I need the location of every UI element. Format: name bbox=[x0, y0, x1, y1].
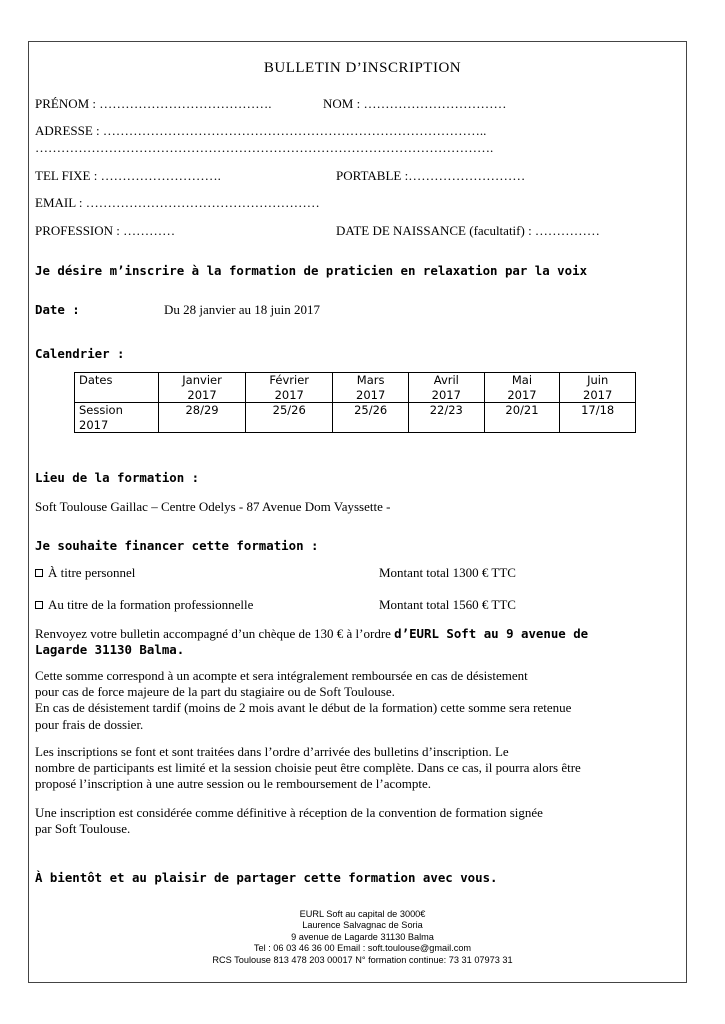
renvoyez-line2: Lagarde 31130 Balma. bbox=[35, 642, 185, 657]
paragraph-definitive bbox=[35, 805, 543, 837]
table-cell: Dates bbox=[75, 373, 159, 403]
footer bbox=[0, 909, 725, 966]
closing-text: À bientôt et au plaisir de partager cette formation avec vous. bbox=[35, 870, 498, 885]
table-cell: 25/26 bbox=[333, 403, 409, 433]
page-title: BULLETIN D’INSCRIPTION bbox=[263, 60, 462, 76]
text-line: pour cas de force majeure de la part du stagiaire ou de Soft Toulouse. bbox=[35, 684, 395, 700]
portable-field[interactable]: PORTABLE :……………………… bbox=[336, 168, 526, 183]
nom-field[interactable]: NOM : …………………………… bbox=[323, 96, 507, 111]
table-cell: Juin 2017 bbox=[560, 373, 636, 403]
option-personnel-label: À titre personnel bbox=[48, 565, 136, 580]
desire-heading: Je désire m’inscrire à la formation de praticien en relaxation par la voix bbox=[35, 263, 588, 278]
table-cell: 28/29 bbox=[159, 403, 246, 433]
date-naissance-field[interactable]: DATE DE NAISSANCE (facultatif) : …………… bbox=[336, 223, 600, 238]
checkbox-professionnelle[interactable] bbox=[35, 601, 43, 609]
calendar-table bbox=[74, 372, 636, 433]
option-professionnelle[interactable] bbox=[35, 597, 253, 613]
financement-label: Je souhaite financer cette formation : bbox=[35, 538, 319, 553]
date-value: Du 28 janvier au 18 juin 2017 bbox=[164, 302, 320, 317]
table-row bbox=[75, 373, 636, 403]
table-cell: Février 2017 bbox=[246, 373, 333, 403]
amount-personnel: Montant total 1300 € TTC bbox=[379, 565, 516, 580]
paragraph-acompte bbox=[35, 668, 571, 733]
renvoyez-text: Renvoyez votre bulletin accompagné d’un chèque de 130 € à l’ordre bbox=[35, 626, 395, 641]
prenom-field[interactable]: PRÉNOM : …………………………………. bbox=[35, 96, 272, 111]
table-cell: Mars 2017 bbox=[333, 373, 409, 403]
text-line: nombre de participants est limité et la session choisie peut être complète. Dans ce cas, il pourra alors être bbox=[35, 760, 581, 776]
table-cell: 22/23 bbox=[408, 403, 484, 433]
lieu-value: Soft Toulouse Gaillac – Centre Odelys - 87 Avenue Dom Vayssette - bbox=[35, 499, 391, 514]
footer-line: Laurence Salvagnac de Soria bbox=[302, 920, 423, 931]
table-row bbox=[75, 403, 636, 433]
table-cell: Mai 2017 bbox=[484, 373, 560, 403]
text-line: pour frais de dossier. bbox=[35, 716, 144, 732]
adresse-line2[interactable]: ……………………………………………………………………………………………. bbox=[35, 140, 494, 155]
date-label: Date : bbox=[35, 302, 80, 317]
table-cell: 20/21 bbox=[484, 403, 560, 433]
renvoyez-line1 bbox=[35, 625, 588, 643]
table-cell: Session 2017 bbox=[75, 403, 159, 433]
text-line: Cette somme correspond à un acompte et sera intégralement remboursée en cas de désistement bbox=[35, 668, 528, 683]
text-line: par Soft Toulouse. bbox=[35, 821, 131, 837]
paragraph-inscriptions bbox=[35, 744, 581, 793]
lieu-label: Lieu de la formation : bbox=[35, 470, 200, 485]
table-cell: Avril 2017 bbox=[408, 373, 484, 403]
table-cell: 25/26 bbox=[246, 403, 333, 433]
calendrier-label: Calendrier : bbox=[35, 346, 125, 361]
footer-line: RCS Toulouse 813 478 203 00017 N° formation continue: 73 31 07973 31 bbox=[212, 954, 513, 965]
text-line: proposé l’inscription à une autre session ou le remboursement de l’acompte. bbox=[35, 776, 432, 792]
option-professionnelle-label: Au titre de la formation professionnelle bbox=[48, 597, 254, 612]
table-cell: 17/18 bbox=[560, 403, 636, 433]
footer-line: Tel : 06 03 46 36 00 Email : soft.toulouse@gmail.com bbox=[253, 943, 472, 954]
checkbox-personnel[interactable] bbox=[35, 569, 43, 577]
text-line: Une inscription est considérée comme définitive à réception de la convention de formation signée bbox=[35, 805, 543, 820]
profession-field[interactable]: PROFESSION : ………… bbox=[35, 223, 176, 238]
footer-line: EURL Soft au capital de 3000€ bbox=[299, 909, 426, 919]
email-field[interactable]: EMAIL : ……………………………………………… bbox=[35, 195, 320, 210]
option-personnel[interactable] bbox=[35, 565, 135, 581]
amount-professionnelle: Montant total 1560 € TTC bbox=[379, 597, 516, 612]
tel-fixe-field[interactable]: TEL FIXE : ………………………. bbox=[35, 168, 221, 183]
text-line: Les inscriptions se font et sont traitées dans l’ordre d’arrivée des bulletins d’inscription. Le bbox=[35, 744, 509, 759]
footer-line: 9 avenue de Lagarde 31130 Balma bbox=[291, 931, 434, 942]
adresse-field[interactable]: ADRESSE : …………………………………………………………………………….. bbox=[35, 123, 487, 138]
text-line: En cas de désistement tardif (moins de 2 mois avant le début de la formation) cette somme sera retenue bbox=[35, 700, 572, 716]
table-cell: Janvier 2017 bbox=[159, 373, 246, 403]
renvoyez-bold1: d’EURL Soft au 9 avenue de bbox=[394, 626, 589, 641]
